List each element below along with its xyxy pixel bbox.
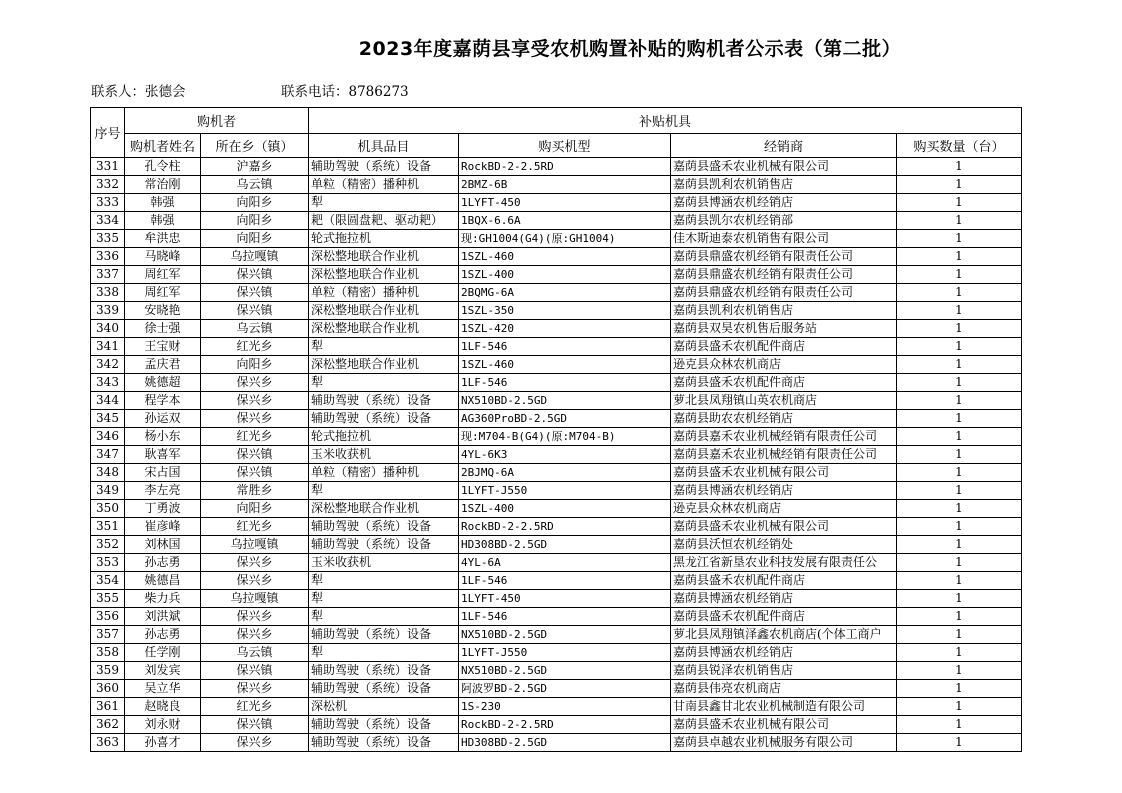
- cell-buyer-name: 常治刚: [125, 176, 201, 194]
- cell-qty: 1: [897, 392, 1022, 410]
- cell-qty: 1: [897, 266, 1022, 284]
- cell-qty: 1: [897, 248, 1022, 266]
- cell-qty: 1: [897, 410, 1022, 428]
- cell-seq: 334: [91, 212, 125, 230]
- header-seq: 序号: [91, 108, 125, 158]
- cell-seq: 342: [91, 356, 125, 374]
- cell-buyer-name: 徐士强: [125, 320, 201, 338]
- cell-qty: 1: [897, 320, 1022, 338]
- cell-town: 沪嘉乡: [201, 158, 309, 176]
- table-row: [91, 266, 1022, 284]
- cell-category: 辅助驾驶（系统）设备: [309, 410, 459, 428]
- cell-category: 辅助驾驶（系统）设备: [309, 158, 459, 176]
- cell-town: 红光乡: [201, 338, 309, 356]
- cell-qty: 1: [897, 680, 1022, 698]
- cell-town: 保兴镇: [201, 716, 309, 734]
- cell-category: 玉米收获机: [309, 446, 459, 464]
- table-row: [91, 410, 1022, 428]
- cell-category: 耙（限圆盘耙、驱动耙）: [309, 212, 459, 230]
- cell-model: 阿波罗BD-2.5GD: [459, 680, 671, 698]
- cell-seq: 360: [91, 680, 125, 698]
- cell-buyer-name: 周红军: [125, 266, 201, 284]
- cell-model: 1SZL-400: [459, 266, 671, 284]
- cell-dealer: 嘉荫县沃恒农机经销处: [671, 536, 897, 554]
- cell-qty: 1: [897, 518, 1022, 536]
- header-model: 购买机型: [459, 134, 671, 158]
- cell-dealer: 嘉荫县卓越农业机械服务有限公司: [671, 734, 897, 752]
- cell-model: 现:GH1004(G4)(原:GH1004): [459, 230, 671, 248]
- cell-seq: 361: [91, 698, 125, 716]
- cell-seq: 347: [91, 446, 125, 464]
- cell-category: 辅助驾驶（系统）设备: [309, 626, 459, 644]
- header-category: 机具品目: [309, 134, 459, 158]
- table-row: [91, 356, 1022, 374]
- cell-model: 1BQX-6.6A: [459, 212, 671, 230]
- table-row: [91, 446, 1022, 464]
- table-row: [91, 338, 1022, 356]
- contact-person: 联系人：张德会: [91, 84, 186, 100]
- cell-model: 4YL-6A: [459, 554, 671, 572]
- cell-model: 1SZL-350: [459, 302, 671, 320]
- cell-seq: 335: [91, 230, 125, 248]
- cell-model: 2BJMQ-6A: [459, 464, 671, 482]
- cell-buyer-name: 孙志勇: [125, 554, 201, 572]
- table-row: [91, 302, 1022, 320]
- cell-dealer: 嘉荫县鼎盛农机经销有限责任公司: [671, 284, 897, 302]
- cell-seq: 350: [91, 500, 125, 518]
- cell-buyer-name: 刘永财: [125, 716, 201, 734]
- cell-seq: 331: [91, 158, 125, 176]
- cell-town: 红光乡: [201, 518, 309, 536]
- cell-seq: 354: [91, 572, 125, 590]
- cell-model: RockBD-2-2.5RD: [459, 518, 671, 536]
- cell-town: 保兴镇: [201, 464, 309, 482]
- cell-qty: 1: [897, 428, 1022, 446]
- cell-town: 保兴镇: [201, 446, 309, 464]
- cell-qty: 1: [897, 446, 1022, 464]
- cell-town: 向阳乡: [201, 194, 309, 212]
- header-name: 购机者姓名: [125, 134, 201, 158]
- cell-buyer-name: 耿喜军: [125, 446, 201, 464]
- cell-category: 辅助驾驶（系统）设备: [309, 536, 459, 554]
- cell-qty: 1: [897, 284, 1022, 302]
- cell-buyer-name: 安晓艳: [125, 302, 201, 320]
- table-row: [91, 194, 1022, 212]
- cell-town: 保兴乡: [201, 680, 309, 698]
- cell-model: 1SZL-460: [459, 356, 671, 374]
- cell-town: 向阳乡: [201, 230, 309, 248]
- cell-dealer: 嘉荫县凯利农机销售店: [671, 176, 897, 194]
- cell-qty: 1: [897, 590, 1022, 608]
- cell-model: 2BMZ-6B: [459, 176, 671, 194]
- cell-qty: 1: [897, 500, 1022, 518]
- cell-dealer: 嘉荫县双昊农机售后服务站: [671, 320, 897, 338]
- cell-dealer: 嘉荫县盛禾农机配件商店: [671, 572, 897, 590]
- cell-category: 轮式拖拉机: [309, 428, 459, 446]
- header-buyer-group: 购机者: [125, 108, 309, 134]
- cell-model: NX510BD-2.5GD: [459, 392, 671, 410]
- table-row: [91, 284, 1022, 302]
- cell-town: 保兴乡: [201, 572, 309, 590]
- cell-category: 辅助驾驶（系统）设备: [309, 518, 459, 536]
- cell-model: 1LYFT-J550: [459, 482, 671, 500]
- table-row: [91, 428, 1022, 446]
- table-row: [91, 644, 1022, 662]
- cell-dealer: 逊克县众林农机商店: [671, 500, 897, 518]
- cell-dealer: 嘉荫县盛禾农机配件商店: [671, 374, 897, 392]
- cell-buyer-name: 王宝财: [125, 338, 201, 356]
- cell-buyer-name: 丁勇波: [125, 500, 201, 518]
- contact-line: [91, 80, 409, 100]
- table-row: [91, 662, 1022, 680]
- cell-qty: 1: [897, 356, 1022, 374]
- cell-buyer-name: 程学本: [125, 392, 201, 410]
- table-row: [91, 554, 1022, 572]
- cell-seq: 332: [91, 176, 125, 194]
- cell-dealer: 嘉荫县博涵农机经销店: [671, 590, 897, 608]
- cell-buyer-name: 宋占国: [125, 464, 201, 482]
- cell-town: 红光乡: [201, 428, 309, 446]
- cell-dealer: 嘉荫县盛禾农机配件商店: [671, 608, 897, 626]
- cell-town: 红光乡: [201, 698, 309, 716]
- cell-buyer-name: 马晓峰: [125, 248, 201, 266]
- cell-seq: 343: [91, 374, 125, 392]
- cell-buyer-name: 赵晓良: [125, 698, 201, 716]
- cell-category: 犁: [309, 644, 459, 662]
- cell-town: 乌云镇: [201, 176, 309, 194]
- cell-seq: 336: [91, 248, 125, 266]
- header-qty: 购买数量（台）: [897, 134, 1022, 158]
- cell-qty: 1: [897, 626, 1022, 644]
- cell-seq: 356: [91, 608, 125, 626]
- cell-buyer-name: 韩强: [125, 212, 201, 230]
- cell-qty: 1: [897, 212, 1022, 230]
- cell-qty: 1: [897, 716, 1022, 734]
- cell-model: HD308BD-2.5GD: [459, 734, 671, 752]
- cell-town: 乌拉嘎镇: [201, 536, 309, 554]
- cell-seq: 337: [91, 266, 125, 284]
- table-row: [91, 176, 1022, 194]
- cell-town: 常胜乡: [201, 482, 309, 500]
- cell-qty: 1: [897, 482, 1022, 500]
- cell-town: 保兴乡: [201, 734, 309, 752]
- cell-buyer-name: 李左亮: [125, 482, 201, 500]
- cell-qty: 1: [897, 572, 1022, 590]
- table-row: [91, 374, 1022, 392]
- buyer-table: [90, 107, 1022, 752]
- cell-buyer-name: 孟庆君: [125, 356, 201, 374]
- cell-qty: 1: [897, 176, 1022, 194]
- cell-dealer: 嘉荫县伟亮农机商店: [671, 680, 897, 698]
- cell-town: 乌云镇: [201, 320, 309, 338]
- cell-category: 深松整地联合作业机: [309, 356, 459, 374]
- table-row: [91, 158, 1022, 176]
- cell-town: 乌拉嘎镇: [201, 590, 309, 608]
- cell-qty: 1: [897, 536, 1022, 554]
- cell-buyer-name: 柴力兵: [125, 590, 201, 608]
- cell-buyer-name: 孔令柱: [125, 158, 201, 176]
- cell-qty: 1: [897, 230, 1022, 248]
- cell-dealer: 萝北县凤翔镇泽鑫农机商店(个体工商户: [671, 626, 897, 644]
- cell-model: 1LYFT-450: [459, 590, 671, 608]
- cell-seq: 351: [91, 518, 125, 536]
- cell-dealer: 嘉荫县凯尔农机经销部: [671, 212, 897, 230]
- cell-seq: 362: [91, 716, 125, 734]
- cell-category: 犁: [309, 482, 459, 500]
- cell-model: 1SZL-460: [459, 248, 671, 266]
- cell-town: 保兴乡: [201, 374, 309, 392]
- cell-model: NX510BD-2.5GD: [459, 662, 671, 680]
- cell-town: 向阳乡: [201, 500, 309, 518]
- cell-dealer: 甘南县鑫甘北农业机械制造有限公司: [671, 698, 897, 716]
- cell-category: 辅助驾驶（系统）设备: [309, 392, 459, 410]
- cell-category: 犁: [309, 572, 459, 590]
- cell-buyer-name: 杨小东: [125, 428, 201, 446]
- cell-seq: 340: [91, 320, 125, 338]
- cell-seq: 341: [91, 338, 125, 356]
- cell-category: 辅助驾驶（系统）设备: [309, 662, 459, 680]
- cell-seq: 349: [91, 482, 125, 500]
- cell-qty: 1: [897, 338, 1022, 356]
- cell-town: 保兴镇: [201, 302, 309, 320]
- cell-town: 保兴镇: [201, 266, 309, 284]
- cell-buyer-name: 孙运双: [125, 410, 201, 428]
- cell-model: 1S-230: [459, 698, 671, 716]
- cell-buyer-name: 刘林国: [125, 536, 201, 554]
- cell-buyer-name: 牟洪忠: [125, 230, 201, 248]
- table-row: [91, 500, 1022, 518]
- cell-dealer: 嘉荫县嘉禾农业机械经销有限责任公司: [671, 446, 897, 464]
- cell-model: HD308BD-2.5GD: [459, 536, 671, 554]
- cell-model: 1LYFT-J550: [459, 644, 671, 662]
- cell-town: 向阳乡: [201, 356, 309, 374]
- cell-category: 辅助驾驶（系统）设备: [309, 680, 459, 698]
- cell-dealer: 萝北县凤翔镇山英农机商店: [671, 392, 897, 410]
- table-row: [91, 482, 1022, 500]
- cell-seq: 363: [91, 734, 125, 752]
- cell-model: AG360ProBD-2.5GD: [459, 410, 671, 428]
- table-header-row-2: [91, 134, 1022, 158]
- table-body: [91, 158, 1022, 752]
- table-row: [91, 608, 1022, 626]
- cell-seq: 352: [91, 536, 125, 554]
- header-dealer: 经销商: [671, 134, 897, 158]
- table-row: [91, 734, 1022, 752]
- table-row: [91, 698, 1022, 716]
- header-subsidy-group: 补贴机具: [309, 108, 1022, 134]
- cell-dealer: 嘉荫县鼎盛农机经销有限责任公司: [671, 248, 897, 266]
- cell-qty: 1: [897, 662, 1022, 680]
- cell-category: 深松整地联合作业机: [309, 500, 459, 518]
- cell-category: 玉米收获机: [309, 554, 459, 572]
- header-town: 所在乡（镇）: [201, 134, 309, 158]
- contact-phone: 联系电话：8786273: [281, 84, 409, 100]
- cell-category: 深松机: [309, 698, 459, 716]
- cell-qty: 1: [897, 698, 1022, 716]
- table-row: [91, 212, 1022, 230]
- cell-buyer-name: 崔彦峰: [125, 518, 201, 536]
- cell-town: 保兴乡: [201, 626, 309, 644]
- cell-dealer: 嘉荫县锐泽农机销售店: [671, 662, 897, 680]
- cell-seq: 338: [91, 284, 125, 302]
- cell-qty: 1: [897, 644, 1022, 662]
- table-row: [91, 716, 1022, 734]
- cell-town: 向阳乡: [201, 212, 309, 230]
- table-row: [91, 680, 1022, 698]
- table-row: [91, 320, 1022, 338]
- cell-qty: 1: [897, 194, 1022, 212]
- cell-seq: 345: [91, 410, 125, 428]
- table-row: [91, 536, 1022, 554]
- cell-buyer-name: 刘洪斌: [125, 608, 201, 626]
- cell-dealer: 嘉荫县盛禾农业机械有限公司: [671, 518, 897, 536]
- cell-category: 犁: [309, 608, 459, 626]
- cell-buyer-name: 孙志勇: [125, 626, 201, 644]
- cell-model: 1SZL-400: [459, 500, 671, 518]
- cell-qty: 1: [897, 158, 1022, 176]
- cell-category: 犁: [309, 374, 459, 392]
- cell-model: 2BQMG-6A: [459, 284, 671, 302]
- cell-category: 犁: [309, 590, 459, 608]
- cell-model: NX510BD-2.5GD: [459, 626, 671, 644]
- cell-seq: 355: [91, 590, 125, 608]
- cell-buyer-name: 姚德超: [125, 374, 201, 392]
- cell-model: 1LF-546: [459, 572, 671, 590]
- cell-seq: 357: [91, 626, 125, 644]
- cell-dealer: 佳木斯迪泰农机销售有限公司: [671, 230, 897, 248]
- cell-model: 1SZL-420: [459, 320, 671, 338]
- cell-qty: 1: [897, 734, 1022, 752]
- cell-dealer: 嘉荫县博涵农机经销店: [671, 194, 897, 212]
- cell-category: 深松整地联合作业机: [309, 266, 459, 284]
- cell-town: 保兴乡: [201, 410, 309, 428]
- table-header-row-1: [91, 108, 1022, 134]
- cell-buyer-name: 任学刚: [125, 644, 201, 662]
- cell-model: 1LF-546: [459, 608, 671, 626]
- cell-category: 深松整地联合作业机: [309, 248, 459, 266]
- cell-model: 1LF-546: [459, 338, 671, 356]
- table-row: [91, 518, 1022, 536]
- table-row: [91, 392, 1022, 410]
- cell-town: 保兴乡: [201, 554, 309, 572]
- cell-dealer: 嘉荫县博涵农机经销店: [671, 482, 897, 500]
- cell-buyer-name: 姚德昌: [125, 572, 201, 590]
- table-row: [91, 626, 1022, 644]
- cell-seq: 353: [91, 554, 125, 572]
- cell-dealer: 嘉荫县盛禾农业机械有限公司: [671, 158, 897, 176]
- cell-town: 乌云镇: [201, 644, 309, 662]
- cell-seq: 358: [91, 644, 125, 662]
- cell-category: 深松整地联合作业机: [309, 320, 459, 338]
- cell-seq: 339: [91, 302, 125, 320]
- cell-dealer: 嘉荫县盛禾农业机械有限公司: [671, 464, 897, 482]
- cell-seq: 359: [91, 662, 125, 680]
- page-title: 2023年度嘉荫县享受农机购置补贴的购机者公示表（第二批）: [358, 38, 902, 60]
- cell-buyer-name: 刘发宾: [125, 662, 201, 680]
- cell-category: 犁: [309, 338, 459, 356]
- cell-category: 单粒（精密）播种机: [309, 176, 459, 194]
- cell-qty: 1: [897, 608, 1022, 626]
- cell-model: 1LF-546: [459, 374, 671, 392]
- cell-dealer: 嘉荫县嘉禾农业机械经销有限责任公司: [671, 428, 897, 446]
- table-row: [91, 248, 1022, 266]
- cell-dealer: 嘉荫县鼎盛农机经销有限责任公司: [671, 266, 897, 284]
- cell-dealer: 嘉荫县助农农机经销店: [671, 410, 897, 428]
- cell-model: RockBD-2-2.5RD: [459, 158, 671, 176]
- cell-category: 单粒（精密）播种机: [309, 284, 459, 302]
- cell-model: RockBD-2-2.5RD: [459, 716, 671, 734]
- cell-qty: 1: [897, 554, 1022, 572]
- cell-town: 乌拉嘎镇: [201, 248, 309, 266]
- table-row: [91, 590, 1022, 608]
- cell-model: 4YL-6K3: [459, 446, 671, 464]
- cell-dealer: 黑龙江省新垦农业科技发展有限责任公: [671, 554, 897, 572]
- cell-seq: 346: [91, 428, 125, 446]
- cell-town: 保兴镇: [201, 662, 309, 680]
- cell-buyer-name: 孙喜才: [125, 734, 201, 752]
- cell-seq: 333: [91, 194, 125, 212]
- cell-model: 1LYFT-450: [459, 194, 671, 212]
- cell-town: 保兴镇: [201, 284, 309, 302]
- cell-qty: 1: [897, 464, 1022, 482]
- cell-buyer-name: 周红军: [125, 284, 201, 302]
- cell-category: 深松整地联合作业机: [309, 302, 459, 320]
- cell-category: 单粒（精密）播种机: [309, 464, 459, 482]
- cell-dealer: 嘉荫县盛禾农业机械有限公司: [671, 716, 897, 734]
- table-row: [91, 572, 1022, 590]
- cell-dealer: 逊克县众林农机商店: [671, 356, 897, 374]
- cell-seq: 348: [91, 464, 125, 482]
- cell-dealer: 嘉荫县凯利农机销售店: [671, 302, 897, 320]
- cell-category: 犁: [309, 194, 459, 212]
- cell-category: 辅助驾驶（系统）设备: [309, 734, 459, 752]
- cell-dealer: 嘉荫县盛禾农机配件商店: [671, 338, 897, 356]
- cell-model: 现:M704-B(G4)(原:M704-B): [459, 428, 671, 446]
- cell-category: 轮式拖拉机: [309, 230, 459, 248]
- cell-category: 辅助驾驶（系统）设备: [309, 716, 459, 734]
- cell-qty: 1: [897, 302, 1022, 320]
- cell-buyer-name: 吴立华: [125, 680, 201, 698]
- cell-dealer: 嘉荫县博涵农机经销店: [671, 644, 897, 662]
- cell-town: 保兴乡: [201, 608, 309, 626]
- cell-town: 保兴乡: [201, 392, 309, 410]
- cell-qty: 1: [897, 374, 1022, 392]
- table-row: [91, 464, 1022, 482]
- cell-seq: 344: [91, 392, 125, 410]
- cell-buyer-name: 韩强: [125, 194, 201, 212]
- table-row: [91, 230, 1022, 248]
